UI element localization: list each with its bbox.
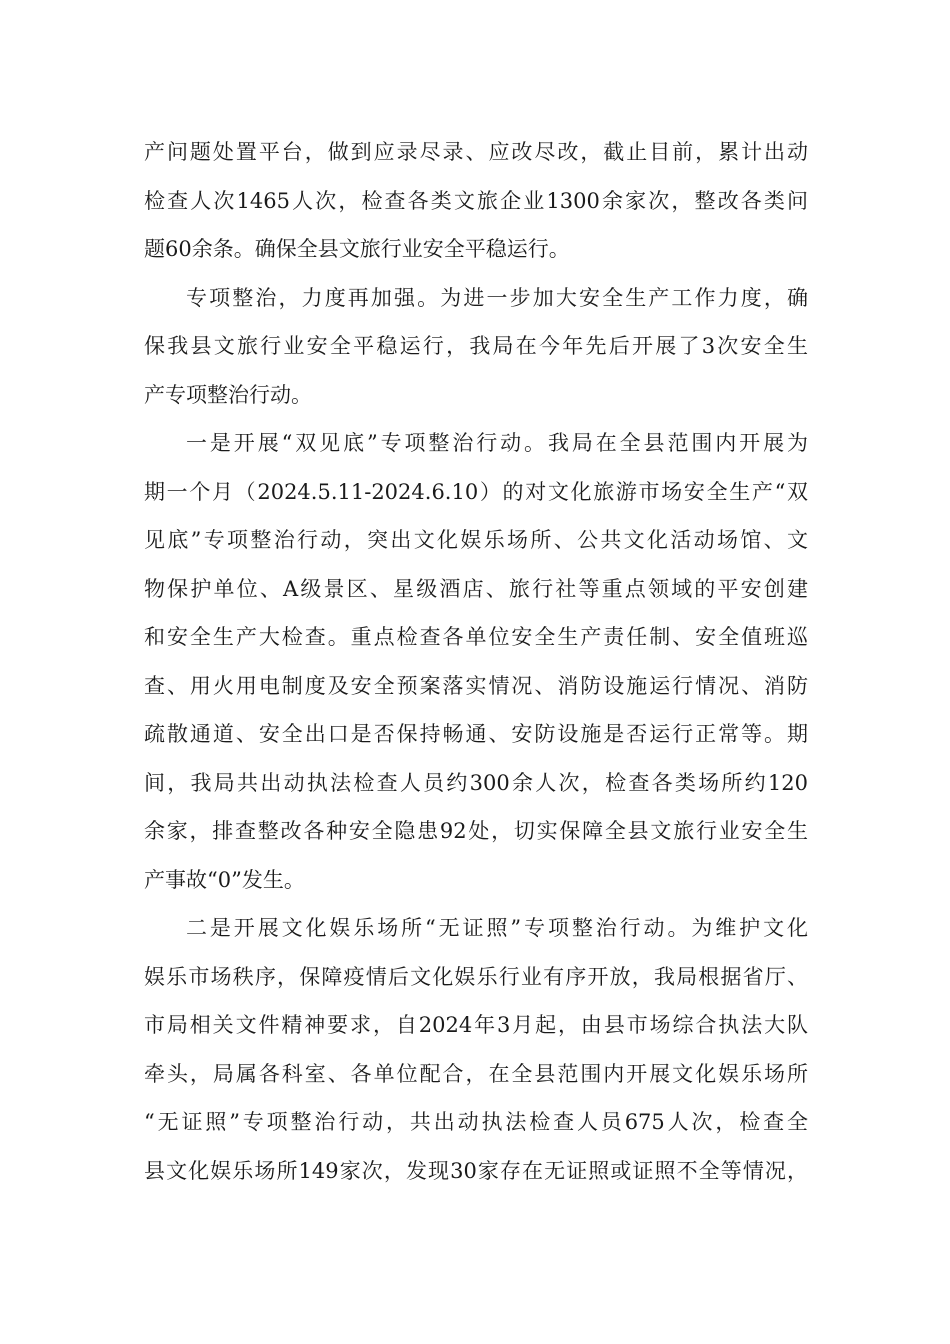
text-line: “无证照”专项整治行动，共出动执法检查人员675人次，检查全 <box>144 1110 808 1134</box>
text-line: 产问题处置平台，做到应录尽录、应改尽改，截止目前，累计出动 <box>144 140 808 164</box>
text-line: 间，我局共出动执法检查人员约300余人次，检查各类场所约120 <box>144 770 808 795</box>
text-line: 产事故“0”发生。 <box>144 867 305 892</box>
text-line: 题60余条。确保全县文旅行业安全平稳运行。 <box>144 237 570 261</box>
text-line: 娱乐市场秩序，保障疫情后文化娱乐行业有序开放，我局根据省厅、 <box>144 964 808 989</box>
text-line: 产专项整治行动。 <box>144 382 312 407</box>
text-line: 专项整治，力度再加强。为进一步加大安全生产工作力度，确 <box>186 285 808 310</box>
text-line: 余家，排查整改各种安全隐患92处，切实保障全县文旅行业安全生 <box>144 819 808 843</box>
text-line: 市局相关文件精神要求，自2024年3月起，由县市场综合执法大队 <box>144 1013 808 1037</box>
text-line: 牵头，局属各科室、各单位配合，在全县范围内开展文化娱乐场所 <box>144 1061 808 1086</box>
text-line: 物保护单位、A级景区、星级酒店、旅行社等重点领域的平安创建 <box>144 576 808 601</box>
paragraph-4 <box>144 904 808 1195</box>
text-line: 县文化娱乐场所149家次，发现30家存在无证照或证照不全等情况， <box>144 1158 808 1183</box>
text-line: 见底”专项整治行动，突出文化娱乐场所、公共文化活动场馆、文 <box>144 528 808 552</box>
text-line: 二是开展文化娱乐场所“无证照”专项整治行动。为维护文化 <box>186 916 808 940</box>
paragraph-2 <box>144 274 808 420</box>
text-line: 期一个月（2024.5.11-2024.6.10）的对文化旅游市场安全生产“双 <box>144 479 808 504</box>
text-line: 和安全生产大检查。重点检查各单位安全生产责任制、安全值班巡 <box>144 625 808 649</box>
paragraph-3 <box>144 419 808 904</box>
text-line: 检查人次1465人次，检查各类文旅企业1300余家次，整改各类问 <box>144 188 808 213</box>
text-line: 一是开展“双见底”专项整治行动。我局在全县范围内开展为 <box>186 431 808 455</box>
text-line: 保我县文旅行业安全平稳运行，我局在今年先后开展了3次安全生 <box>144 334 808 358</box>
text-line: 疏散通道、安全出口是否保持畅通、安防设施是否运行正常等。期 <box>144 722 808 746</box>
paragraph-1 <box>144 128 808 274</box>
document-body <box>144 128 808 1195</box>
text-line: 查、用火用电制度及安全预案落实情况、消防设施运行情况、消防 <box>144 673 808 698</box>
